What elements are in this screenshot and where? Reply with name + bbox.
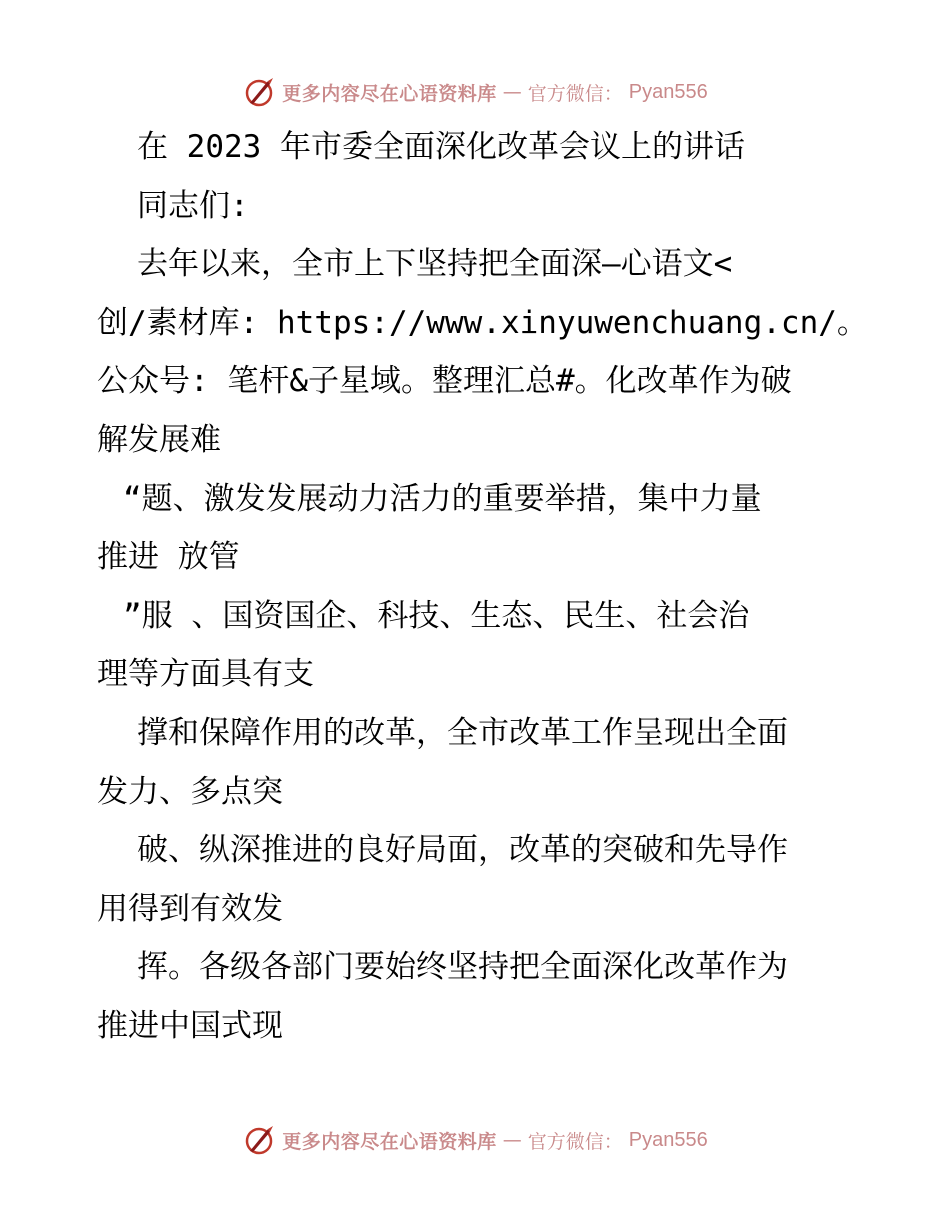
text-line: ”服 、国资国企、科技、生态、民生、社会治	[123, 597, 750, 634]
watermark-id: Pyan556	[628, 1128, 708, 1151]
watermark-label: 官方微信：	[527, 82, 623, 105]
text-line: 破、纵深推进的良好局面，改革的突破和先导作	[137, 832, 788, 869]
text-line: 推进 放管	[97, 539, 240, 576]
text-line: 同志们:	[137, 187, 249, 224]
text-line: 推进中国式现	[97, 1007, 283, 1044]
text-line: 用得到有效发	[97, 890, 283, 927]
watermark-brand-text: 更多内容尽在心语资料库	[282, 82, 497, 105]
watermark-header	[0, 72, 950, 112]
quill-pen-circle-icon	[242, 75, 276, 109]
document-title: 在 2023 年市委全面深化改革会议上的讲话	[137, 129, 745, 165]
text-line: 挥。各级各部门要始终坚持把全面深化改革作为	[137, 949, 788, 986]
document-body	[97, 118, 868, 1056]
quill-pen-circle-icon	[242, 1123, 276, 1157]
watermark-id: Pyan556	[628, 80, 708, 103]
watermark-footer	[0, 1120, 950, 1160]
text-line: 理等方面具有支	[97, 656, 314, 693]
text-line: “题、激发发展动力活力的重要举措，集中力量	[123, 480, 762, 517]
watermark-dash: —	[502, 1129, 522, 1151]
watermark-label: 官方微信：	[527, 1130, 623, 1153]
text-line: 撑和保障作用的改革，全市改革工作呈现出全面	[137, 714, 788, 751]
watermark-dash: —	[502, 81, 522, 103]
text-line: 解发展难	[97, 421, 221, 458]
watermark-brand-text: 更多内容尽在心语资料库	[282, 1130, 497, 1153]
text-line: 去年以来，全市上下坚持把全面深—心语文<	[137, 246, 733, 283]
text-line: 创/素材库: https://www.xinyuwenchuang.cn/。	[97, 304, 868, 341]
text-line: 发力、多点突	[97, 773, 283, 810]
text-line: 公众号: 笔杆&子星域。整理汇总#。化改革作为破	[97, 363, 792, 400]
